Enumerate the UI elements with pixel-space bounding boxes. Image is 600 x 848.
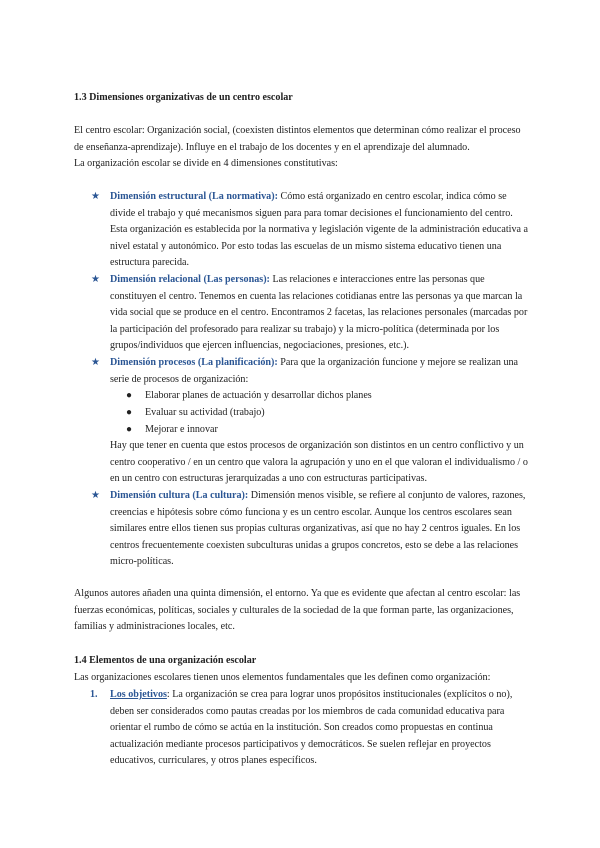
star-bullet-icon: ★	[91, 490, 100, 501]
dimension-text: Las relaciones e interacciones entre las personas que constituyen el centro. Tenemos en cuenta las relaciones cotidianas entre las personas ya que marcan la vida social que se produce en el centro. Encontramos 2 facetas, las relaciones personales (marcadas por la participación del profesorado para realizar su trabajo) y la micro-política (determinada por los grupos/individuos que ejercen influencias, negociaciones, presiones, etc.).	[110, 274, 528, 352]
dimension-item	[91, 272, 530, 355]
dimension-text: Dimensión menos visible, se refiere al conjunto de valores, razones, creencias e hipótesis sobre cómo funciona y es un centro escolar. Aunque los centros escolares sean similares entre ellos tienen sus propias culturas organizativas, así que no hay 2 centros iguales. En los centros frecuentemente coexisten subculturas unidas a grupos concretos, esto se debe a las relaciones micro-políticas.	[110, 490, 526, 568]
star-bullet-icon: ★	[91, 357, 100, 368]
process-note: Hay que tener en cuenta que estos procesos de organización son distintos en un centro conflictivo y un centro cooperativo / en un centro que valora la agrupación y uno en el que valoran el individualismo / o en un centro con estructuras jerarquizadas a uno con estructuras participativas.	[110, 440, 528, 485]
dimension-item	[91, 488, 530, 571]
dimension-text: Para que la organización funcione y mejore se realizan una serie de procesos de organización:	[110, 357, 519, 385]
list-item: ● Mejorar e innovar	[145, 422, 525, 439]
star-bullet-icon: ★	[91, 274, 100, 285]
section-14-intro: Las organizaciones escolares tienen unos elementos fundamentales que les definen como organización:	[74, 672, 491, 683]
bullet-dot-icon: ●	[126, 390, 133, 401]
dimension-label: Dimensión relacional (Las personas):	[110, 274, 270, 285]
dimension-item	[91, 189, 530, 272]
element-item	[90, 687, 530, 770]
element-label: Los objetivos	[110, 689, 167, 700]
bullet-dot-icon: ●	[126, 424, 133, 435]
dimension-label: Dimensión cultura (La cultura):	[110, 490, 249, 501]
section-13-intro: El centro escolar: Organización social, (coexisten distintos elementos que determinan cómo realizar el proceso de enseñanza-aprendizaje). Influye en el trabajo de los docentes y en el aprendizaje del alumnado.	[74, 125, 521, 153]
bullet-dot-icon: ●	[126, 407, 133, 418]
dimension-label: Dimensión estructural (La normativa):	[110, 191, 278, 202]
list-item: ● Evaluar su actividad (trabajo)	[145, 405, 525, 422]
list-item: ● Elaborar planes de actuación y desarrollar dichos planes	[145, 388, 525, 405]
section-13-closing: Algunos autores añaden una quinta dimensión, el entorno. Ya que es evidente que afectan al centro escolar: las fuerzas económicas, políticas, sociales y culturales de la sociedad de la que forman parte, las organizaciones, familias y administraciones locales, etc.	[74, 588, 521, 633]
dimension-label: Dimensión procesos (La planificación):	[110, 357, 278, 368]
section-14-title: 1.4 Elementos de una organización escolar	[74, 655, 257, 666]
dimension-item	[91, 355, 530, 388]
star-bullet-icon: ★	[91, 191, 100, 202]
section-13-title: 1.3 Dimensiones organizativas de un centro escolar	[74, 92, 293, 103]
element-text: : La organización se crea para lograr unos propósitos institucionales (explícitos o no), deben ser considerados como pautas creadas por los miembros de cada comunidad educativa para orientar el rumbo de cómo se actúa en la institución. Son creados como propuestas en continua actualización mediante procesos participativos y democráticos. Se suelen reflejar en proyectos educativos, curriculares, y otros planes específicos.	[110, 689, 513, 767]
section-13-intro-2: La organización escolar se divide en 4 dimensiones constitutivas:	[74, 158, 338, 169]
dimension-text: Cómo está organizado en centro escolar, indica cómo se divide el trabajo y qué mecanismos siguen para para tomar decisiones el funcionamiento del centro. Esta organización es establecida por la normativa y legislación vigente de la administración educativa a nivel estatal y autonómico. Por esto todas las escuelas de un mismo sistema educativo tienen una estructura parecida.	[110, 191, 528, 269]
item-number: 1.	[90, 689, 98, 700]
